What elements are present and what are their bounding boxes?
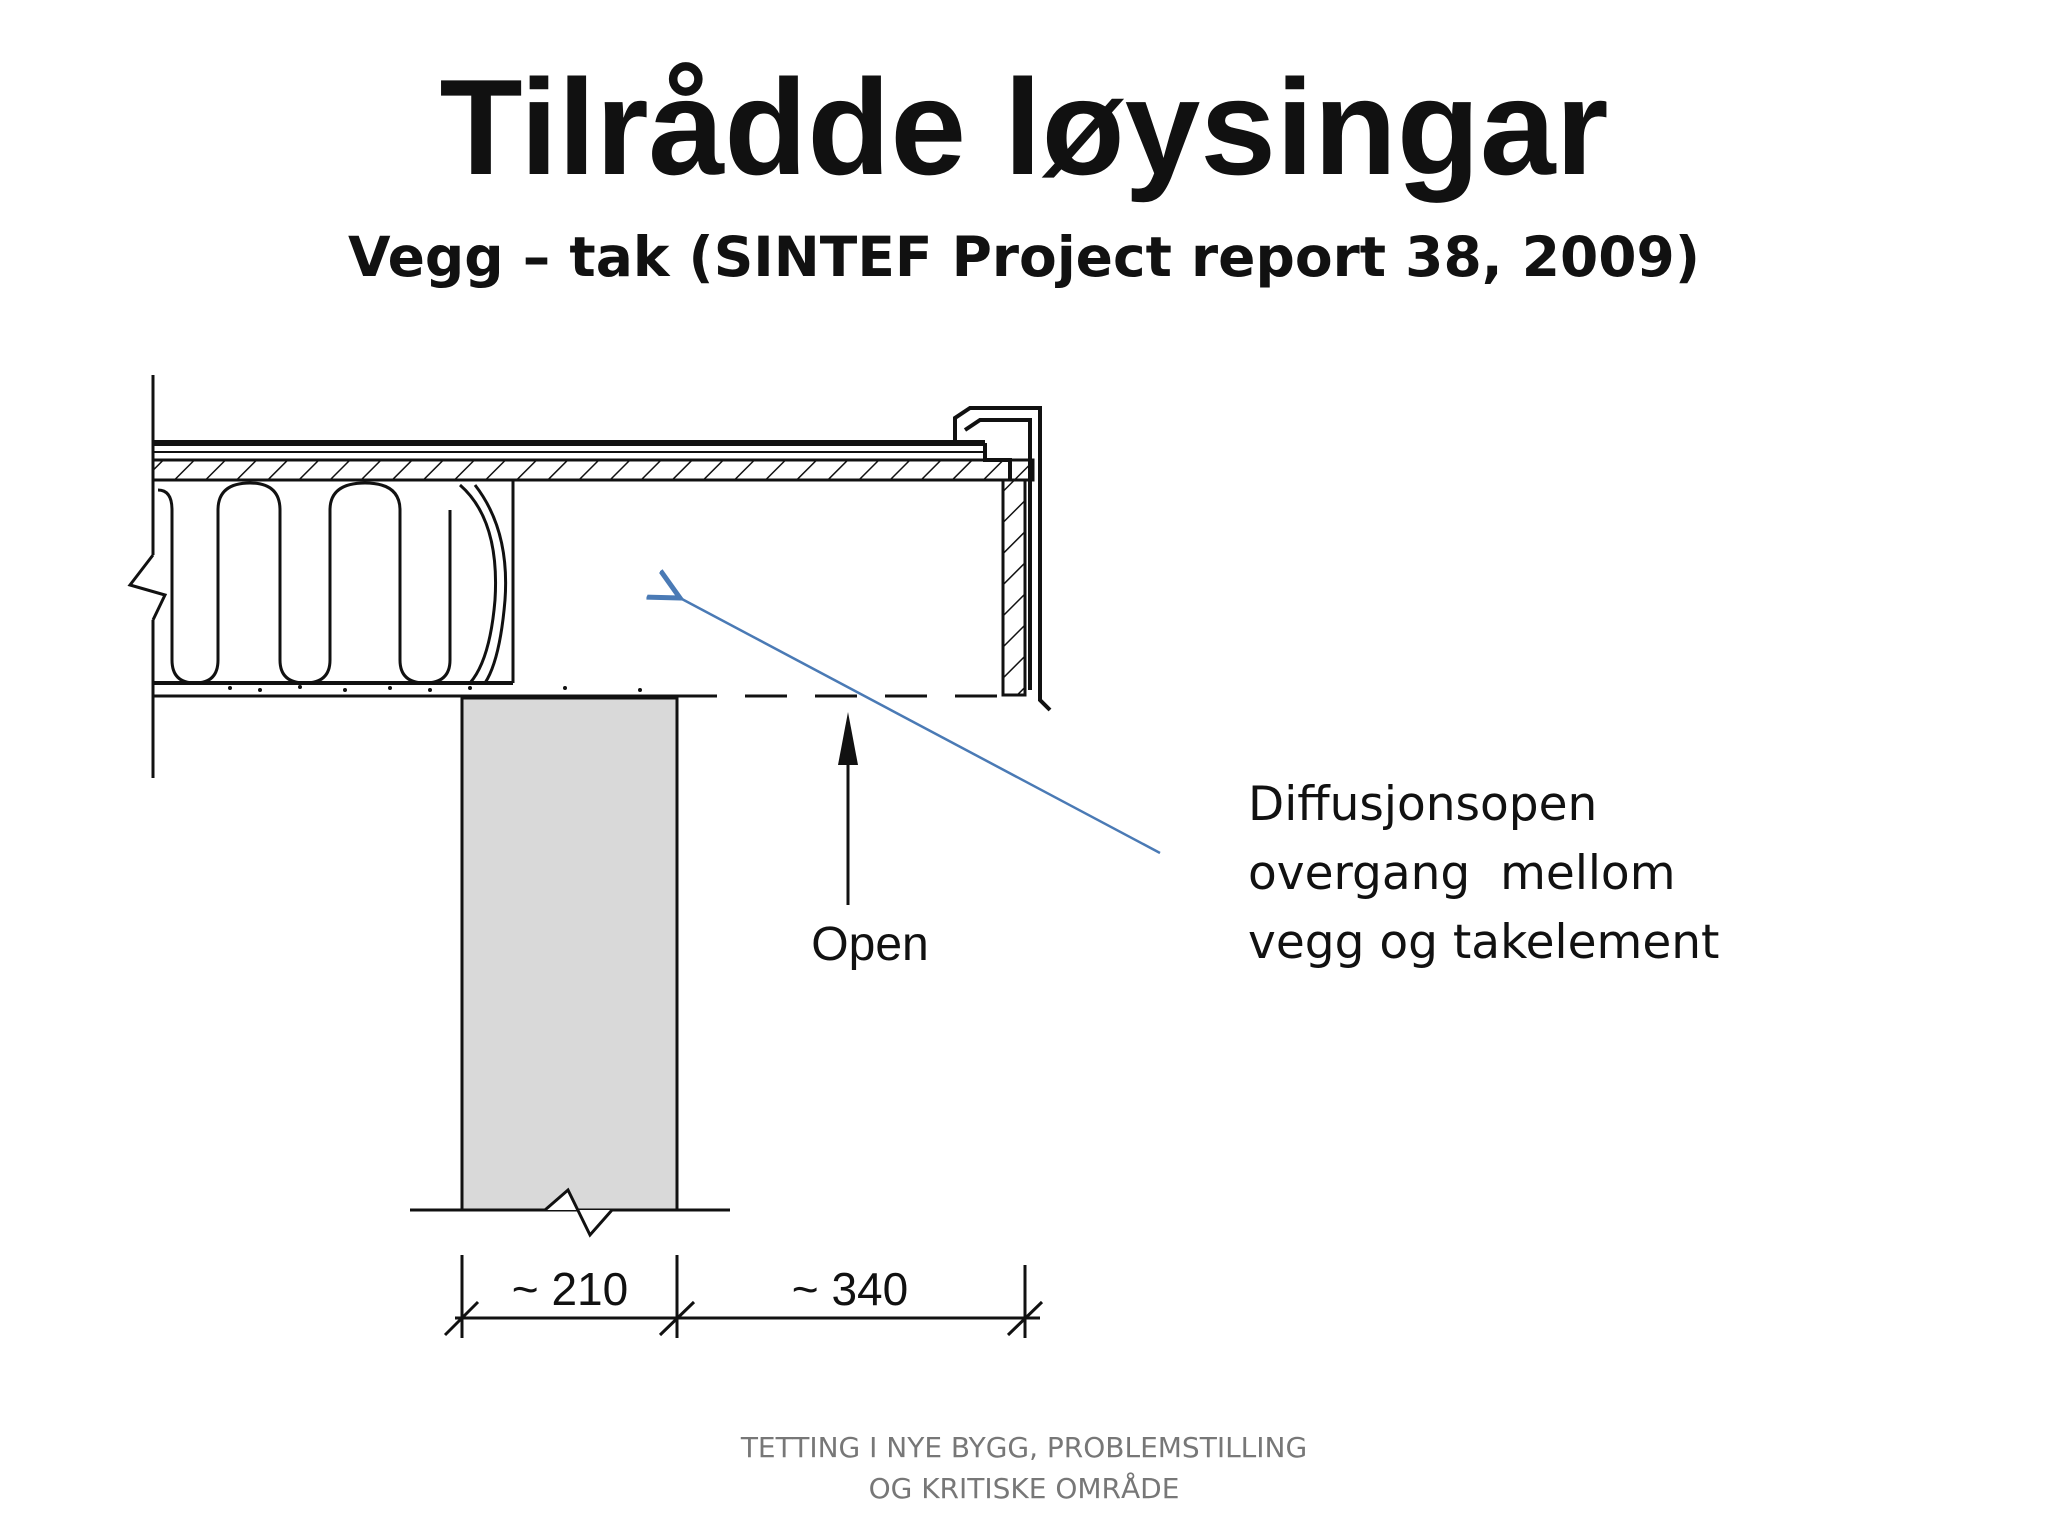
dimension-label-overhang: ~ 340 [791,1263,909,1315]
callout-text [1248,770,1719,977]
roof-element-outline [153,480,675,696]
footer-line: OG KRITISKE OMRÅDE [868,1472,1180,1505]
open-label: Open [811,918,929,971]
callout-line: vegg og takelement [1248,915,1720,970]
roof-membrane [153,443,985,452]
callout-arrow [680,598,1160,853]
callout-line: overgang mellom [1248,846,1676,901]
roof-edge-fascia-hatched [1003,480,1025,695]
slide-title: Tilrådde løysingar [439,51,1609,203]
dimension-label-wall: ~ 210 [511,1263,629,1315]
roof-deck-hatched [153,460,1033,480]
insulation-base-dots [228,685,642,692]
footer-line: TETTING I NYE BYGG, PROBLEMSTILLING [740,1431,1308,1464]
supporting-wall [410,698,730,1235]
left-boundary-line [130,375,165,778]
open-arrow [838,712,858,905]
insulation [158,483,506,683]
slide-subtitle: Vegg – tak (SINTEF Project report 38, 2009) [348,225,1700,289]
slide-footer [0,1427,2048,1509]
callout-line: Diffusjonsopen [1248,777,1598,832]
